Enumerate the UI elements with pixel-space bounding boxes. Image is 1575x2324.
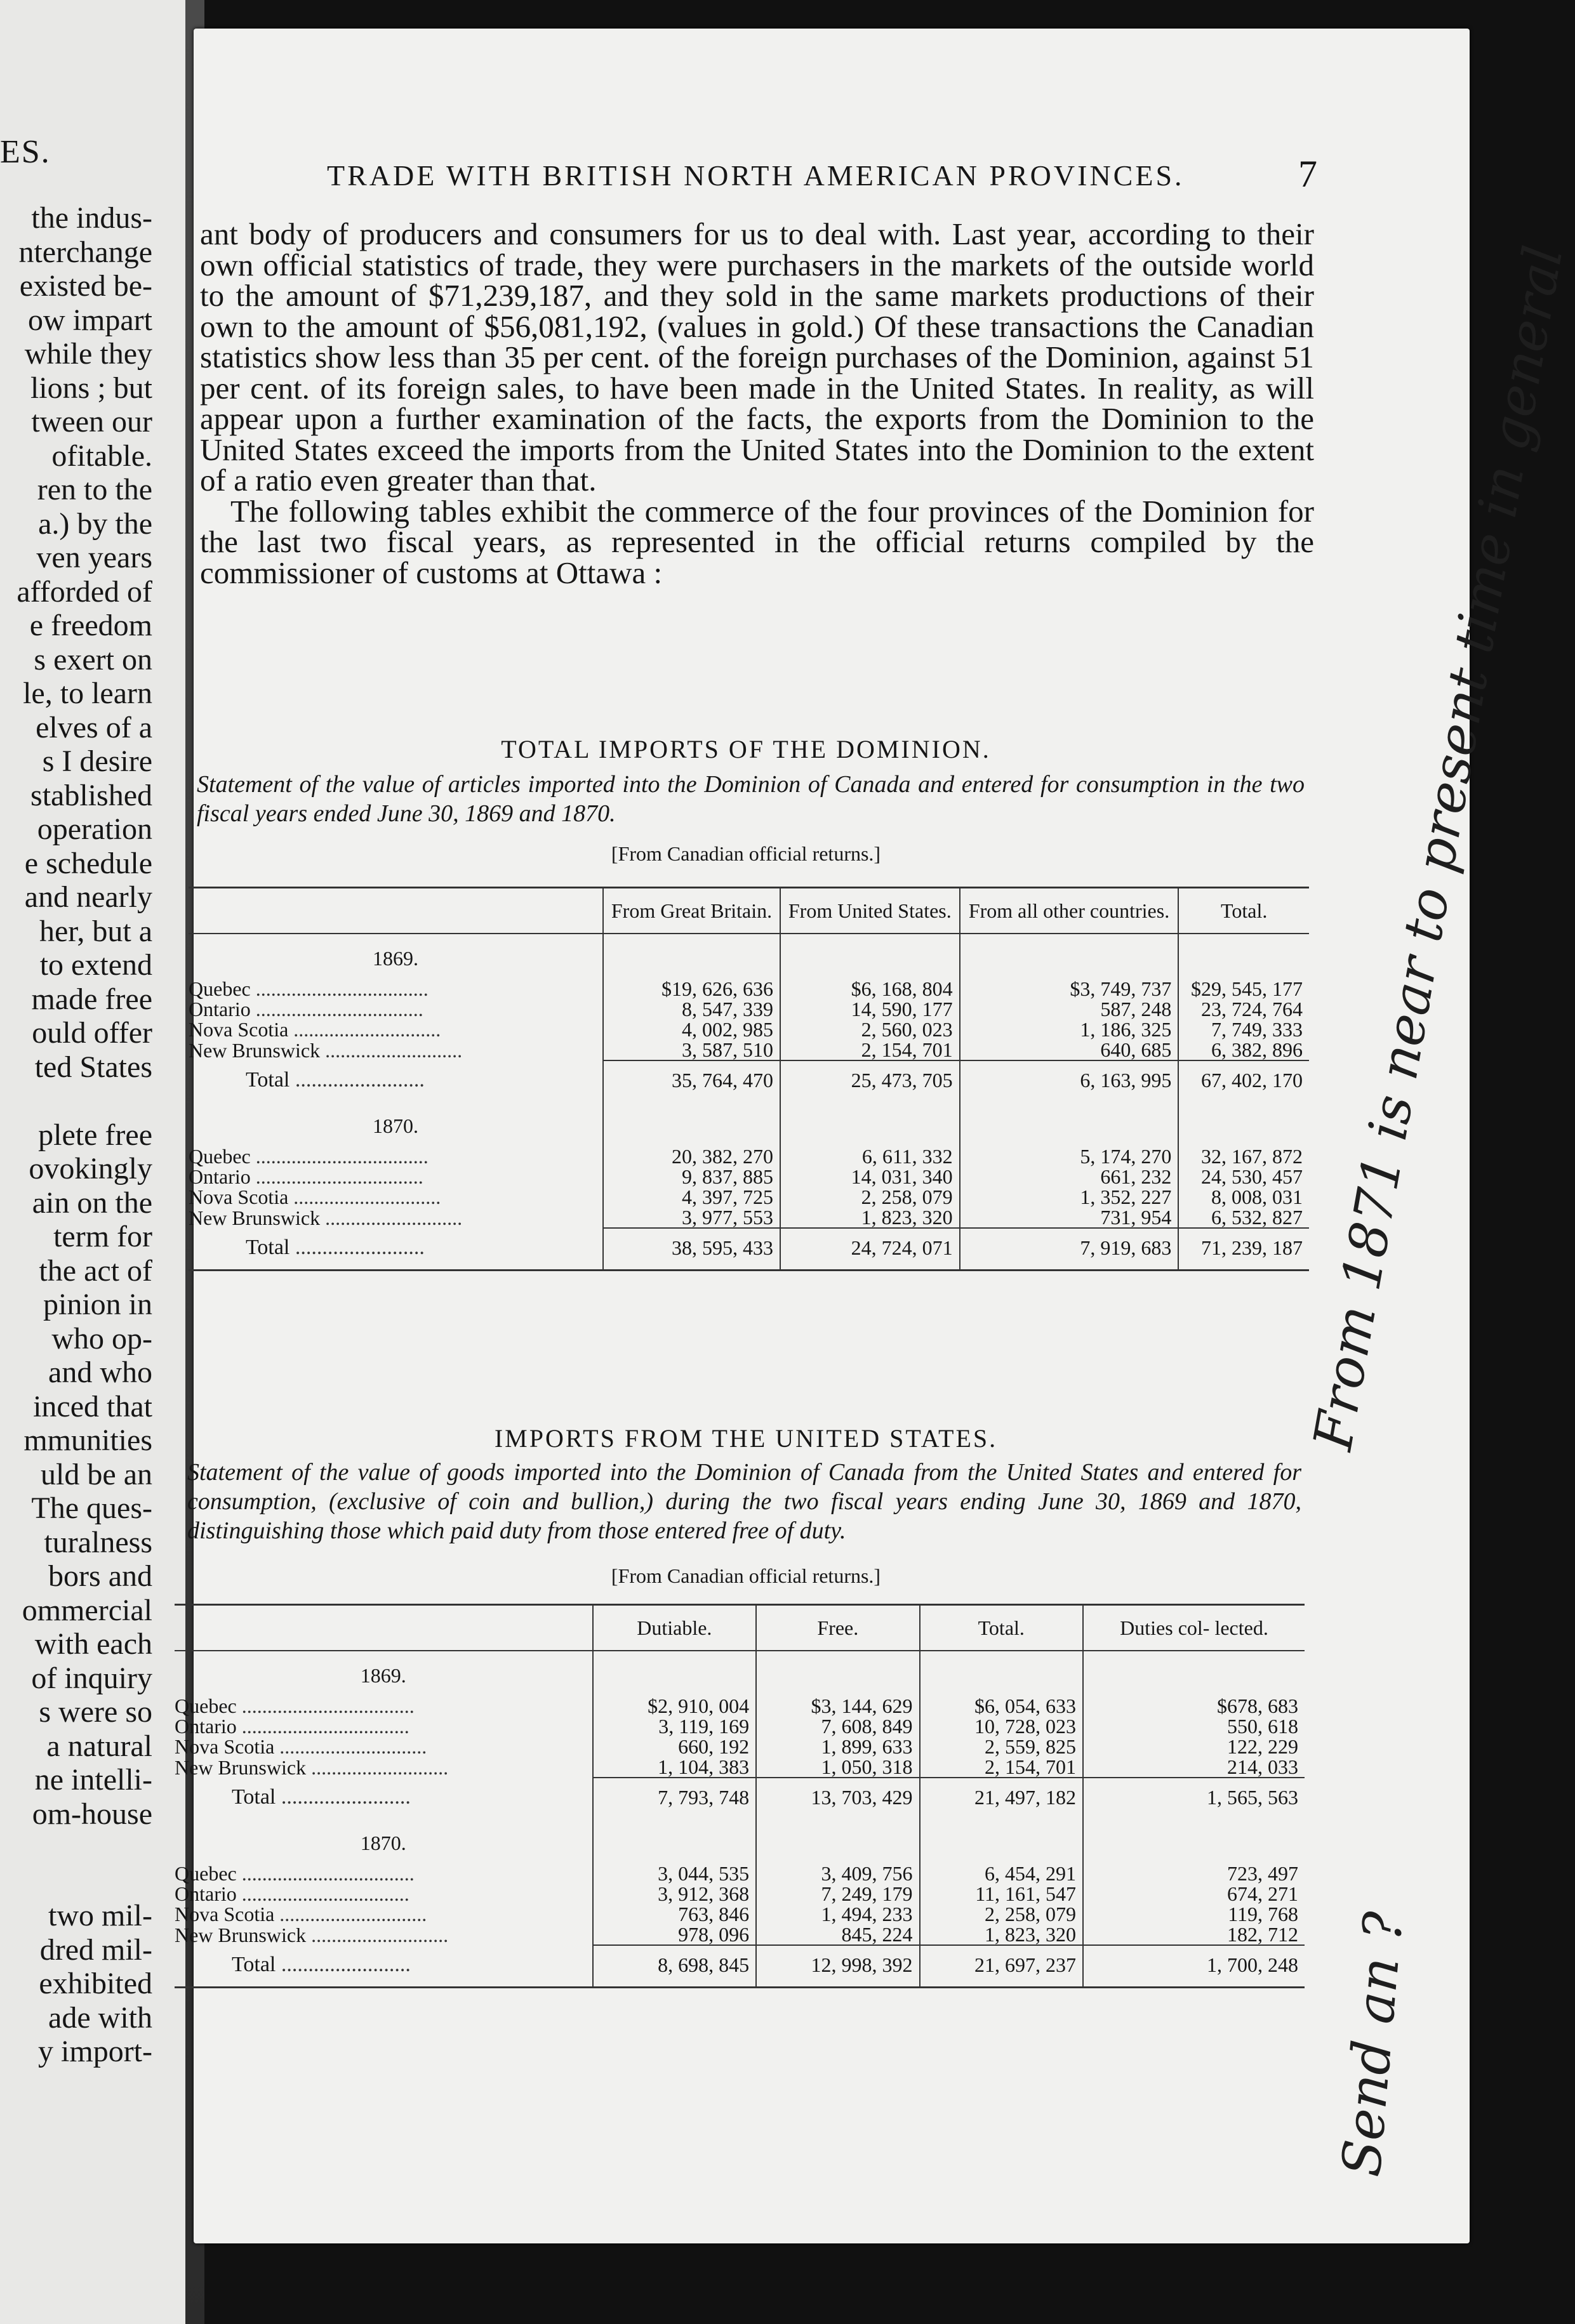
province-label: New Brunswick [175,1923,307,1946]
body-text [200,216,1314,590]
empty-cell [780,1102,960,1146]
value-cell: 182, 712 [1083,1924,1305,1945]
year-label: 1870. [373,1114,419,1137]
value-cell: 6, 454, 291 [920,1863,1083,1884]
table-row [175,1904,1305,1924]
province-label: Ontario [189,998,251,1020]
year-label: 1869. [360,1664,406,1687]
total-label: Total [246,1235,290,1259]
handwritten-margin-note-2: Send an ? [1330,1909,1416,2179]
table-row [189,1040,1309,1060]
year-label: 1869. [373,947,419,970]
empty-cell [1178,934,1309,979]
facing-page-line: ould offer [32,1016,152,1050]
value-cell: 640, 685 [960,1040,1179,1060]
facing-page-line: lions ; but [30,371,152,405]
table-row [175,1696,1305,1716]
table2-title: IMPORTS FROM THE UNITED STATES. [494,1424,998,1453]
leader-dots: .................................. [250,1145,429,1168]
total-cell: 13, 703, 429 [756,1778,919,1819]
value-cell: 674, 271 [1083,1884,1305,1904]
leader-dots: ........................... [320,1206,463,1229]
total-label: Total [246,1067,290,1092]
facing-page-line: dred mil- [39,1932,152,1967]
empty-cell [1178,1102,1309,1146]
facing-page-line: and who [48,1356,152,1389]
total-cell: 67, 402, 170 [1178,1060,1309,1102]
province-label: Nova Scotia [175,1903,275,1925]
value-cell: 9, 837, 885 [603,1166,780,1187]
facing-page-line: s were so [39,1695,152,1729]
value-cell: 20, 382, 270 [603,1146,780,1166]
province-label: Nova Scotia [175,1735,275,1758]
facing-page-line: ven years [36,541,152,574]
facing-page-line: made free [31,982,152,1016]
province-label: New Brunswick [189,1206,321,1229]
column-header: From United States. [780,888,960,934]
facing-page-line: e schedule [24,846,152,880]
value-cell: 6, 532, 827 [1178,1207,1309,1228]
value-cell: 23, 724, 764 [1178,999,1309,1019]
total-row [175,1945,1305,1988]
table-row [189,1166,1309,1187]
value-cell: 3, 977, 553 [603,1207,780,1228]
column-header: From all other countries. [960,888,1179,934]
province-label: Quebec [189,1145,251,1168]
table-row [189,1207,1309,1228]
leader-dots: ................................. [250,1165,423,1188]
facing-page-line: elves of a [36,710,152,744]
empty-cell [756,1651,919,1696]
total-cell: 21, 497, 182 [920,1778,1083,1819]
value-cell: 1, 104, 383 [593,1757,756,1778]
province-label: Ontario [189,1165,251,1188]
value-cell: 660, 192 [593,1736,756,1757]
total-cell: 21, 697, 237 [920,1945,1083,1988]
total-cell: 35, 764, 470 [603,1060,780,1102]
leader-dots: ................................. [236,1882,409,1905]
table-row [189,1187,1309,1207]
leader-dots: ............................. [288,1185,441,1208]
table-row [189,979,1309,999]
body-paragraph-2: The following tables exhibit the commerce of the four provinces of the Dominion for the last two fiscal years, as represented in the official returns compiled by the commissioner of customs at Ottawa : [200,493,1314,590]
row-label-header [175,1605,593,1651]
facing-page-line: e freedom [29,609,152,642]
column-header: Free. [756,1605,919,1651]
value-cell: 587, 248 [960,999,1179,1019]
facing-page-line: ow impart [28,303,152,337]
total-cell: 6, 163, 995 [960,1060,1179,1102]
value-cell: 3, 912, 368 [593,1884,756,1904]
value-cell: 8, 547, 339 [603,999,780,1019]
value-cell: 214, 033 [1083,1757,1305,1778]
value-cell: $6, 054, 633 [920,1696,1083,1716]
province-label: Quebec [175,1862,237,1885]
value-cell: 6, 382, 896 [1178,1040,1309,1060]
facing-page-line: ne intelli- [34,1763,152,1797]
total-cell: 8, 698, 845 [593,1945,756,1988]
facing-page-line: ted States [34,1050,152,1084]
body-paragraph-1: ant body of producers and consumers for us to deal with. Last year, according to their own official statistics of trade, they were purchasers in the markets of the outside world to the amount of $71,239,187, and they sold in the same markets productions of their own to the amount of $56,081,192, (values in gold.) Of these transactions the Canadian statistics show less than 35 per cent. of the foreign purchases of the Dominion, against 51 per cent. of its foreign sales, to have been made in the United States. In reality, as will appear upon a further examination of the facts, the exports from the Dominion to the United States exceed the imports from the United States into the Dominion to the extent of a ratio even greater than that. [200,216,1314,498]
value-cell: 11, 161, 547 [920,1884,1083,1904]
facing-page-line: ade with [48,2000,152,2035]
province-label: Nova Scotia [189,1018,289,1041]
empty-cell [920,1651,1083,1696]
province-label: New Brunswick [189,1038,321,1062]
value-cell: 5, 174, 270 [960,1146,1179,1166]
leader-dots: ............................. [288,1018,441,1041]
empty-cell [780,934,960,979]
table-row [189,1019,1309,1040]
value-cell: $2, 910, 004 [593,1696,756,1716]
empty-cell [960,934,1179,979]
facing-page-line: a.) by the [38,506,152,541]
column-header: Total. [920,1605,1083,1651]
value-cell: 3, 044, 535 [593,1863,756,1884]
province-label: Ontario [175,1882,237,1905]
total-row [189,1228,1309,1271]
facing-page-fragment [0,0,188,2324]
value-cell: 14, 590, 177 [780,999,960,1019]
row-label-header [189,888,603,934]
value-cell: 7, 608, 849 [756,1716,919,1736]
value-cell: 763, 846 [593,1904,756,1924]
value-cell: $19, 626, 636 [603,979,780,999]
leader-dots: ................................. [250,998,423,1020]
facing-page-line: a natural [46,1729,152,1763]
facing-page-line: and nearly [24,880,152,914]
leader-dots: .................................. [236,1862,415,1885]
empty-cell [920,1819,1083,1863]
value-cell: 2, 258, 079 [780,1187,960,1207]
facing-page-line: the act of [39,1253,152,1288]
facing-page-line: s I desire [42,744,152,778]
value-cell: 1, 823, 320 [920,1924,1083,1945]
total-label: Total [232,1952,276,1976]
leader-dots: ........................ [289,1067,425,1092]
table-row [175,1736,1305,1757]
total-cell: 1, 565, 563 [1083,1778,1305,1819]
leader-dots: ........................... [306,1755,449,1779]
facing-page-line: term for [53,1220,152,1253]
total-row [175,1778,1305,1819]
facing-page-line: ofitable. [51,439,152,473]
table-row [175,1884,1305,1904]
facing-page-line: le, to learn [23,677,152,710]
table-row [175,1716,1305,1736]
facing-page-line: the indus- [31,201,152,235]
total-cell: 25, 473, 705 [780,1060,960,1102]
facing-page-line: ovokingly [29,1152,152,1185]
table-row [189,999,1309,1019]
facing-page-line: uld be an [41,1457,152,1491]
table2-statement: Statement of the value of goods imported into the Dominion of Canada from the United States and entered for consumption, (exclusive of coin and bullion,) during the two fiscal years ending June 30, 1869 and 1870, distinguishing those which paid duty from those entered free of duty. [187,1459,1301,1544]
facing-page-line: inced that [33,1389,152,1423]
value-cell: 10, 728, 023 [920,1716,1083,1736]
facing-page-line: of inquiry [31,1661,152,1695]
facing-page-line: pinion in [43,1288,152,1321]
facing-page-line: with each [34,1627,152,1661]
total-cell: 24, 724, 071 [780,1228,960,1271]
value-cell: 7, 249, 179 [756,1884,919,1904]
facing-page-line: mmunities [23,1423,152,1457]
table2 [175,1604,1305,1988]
empty-cell [603,1102,780,1146]
facing-page-line: The ques- [31,1491,152,1525]
facing-page-line: exhibited [39,1967,152,2000]
facing-page-line: existed be- [19,269,152,303]
value-cell: 8, 008, 031 [1178,1187,1309,1207]
facing-page-line: her, but a [39,914,152,948]
value-cell: 4, 002, 985 [603,1019,780,1040]
value-cell: 6, 611, 332 [780,1146,960,1166]
facing-page-line: afforded of [17,574,152,609]
value-cell: 1, 186, 325 [960,1019,1179,1040]
leader-dots: ........................ [276,1952,411,1976]
value-cell: 4, 397, 725 [603,1187,780,1207]
empty-cell [960,1102,1179,1146]
facing-page-line: plete free [38,1118,152,1152]
value-cell: 731, 954 [960,1207,1179,1228]
value-cell: 122, 229 [1083,1736,1305,1757]
value-cell: $3, 144, 629 [756,1696,919,1716]
value-cell: $3, 749, 737 [960,979,1179,999]
value-cell: 3, 119, 169 [593,1716,756,1736]
value-cell: 723, 497 [1083,1863,1305,1884]
value-cell: 1, 050, 318 [756,1757,919,1778]
total-row [189,1060,1309,1102]
value-cell: 1, 899, 633 [756,1736,919,1757]
value-cell: 2, 258, 079 [920,1904,1083,1924]
leader-dots: ............................. [274,1735,427,1758]
facing-page-line: om-house [32,1797,152,1831]
facing-page-line: stablished [30,778,152,812]
province-label: Nova Scotia [189,1185,289,1208]
table-row [175,1924,1305,1945]
province-label: New Brunswick [175,1755,307,1779]
facing-page-line: s exert on [34,642,152,677]
empty-cell [603,934,780,979]
empty-cell [1083,1819,1305,1863]
value-cell: 2, 154, 701 [780,1040,960,1060]
value-cell: 119, 768 [1083,1904,1305,1924]
value-cell: 3, 587, 510 [603,1040,780,1060]
table1-source: [From Canadian official returns.] [611,842,881,865]
column-header: Dutiable. [593,1605,756,1651]
facing-page-line: who op- [51,1321,152,1356]
book-page [175,29,1575,2243]
value-cell: 1, 352, 227 [960,1187,1179,1207]
facing-page-line: operation [37,812,152,846]
leader-dots: ................................. [236,1715,409,1738]
value-cell: 3, 409, 756 [756,1863,919,1884]
table2-source: [From Canadian official returns.] [611,1564,881,1587]
total-cell: 12, 998, 392 [756,1945,919,1988]
value-cell: 978, 096 [593,1924,756,1945]
total-cell: 38, 595, 433 [603,1228,780,1271]
value-cell: $29, 545, 177 [1178,979,1309,999]
facing-page-line: ren to the [37,473,152,506]
table1-statement: Statement of the value of articles imported into the Dominion of Canada and entered for consumption in the two fiscal years ended June 30, 1869 and 1870. [197,771,1305,827]
value-cell: 14, 031, 340 [780,1166,960,1187]
value-cell: 2, 559, 825 [920,1736,1083,1757]
year-label: 1870. [360,1832,406,1854]
facing-page-line: nterchange [18,235,152,269]
total-cell: 71, 239, 187 [1178,1228,1309,1271]
value-cell: 7, 749, 333 [1178,1019,1309,1040]
leader-dots: .................................. [250,977,429,1000]
table-row [189,1146,1309,1166]
leader-dots: ........................ [276,1785,411,1809]
value-cell: 661, 232 [960,1166,1179,1187]
value-cell: 32, 167, 872 [1178,1146,1309,1166]
facing-page-line: while they [24,337,152,371]
value-cell: 845, 224 [756,1924,919,1945]
leader-dots: ........................... [306,1923,449,1946]
handwritten-margin-note: From 1871 is near to present time in general [1301,241,1575,1455]
value-cell: 1, 494, 233 [756,1904,919,1924]
leader-dots: ........................ [289,1235,425,1259]
value-cell: 2, 560, 023 [780,1019,960,1040]
facing-page-line: turalness [44,1525,152,1559]
value-cell: $6, 168, 804 [780,979,960,999]
leader-dots: .................................. [236,1694,415,1717]
column-header: Total. [1178,888,1309,934]
value-cell: 2, 154, 701 [920,1757,1083,1778]
facing-page-line: ommercial [22,1593,152,1627]
facing-page-line: tween our [31,405,152,439]
facing-page-line: two mil- [48,1899,152,1932]
value-cell: 550, 618 [1083,1716,1305,1736]
empty-cell [1083,1651,1305,1696]
facing-page-line: to extend [39,948,152,982]
province-label: Quebec [189,977,251,1000]
table-row [175,1757,1305,1778]
facing-page-header: ES. [0,134,51,170]
page-number: 7 [1298,153,1317,195]
running-title: TRADE WITH BRITISH NORTH AMERICAN PROVINCES. [327,159,1185,192]
province-label: Quebec [175,1694,237,1717]
value-cell: $678, 683 [1083,1696,1305,1716]
total-cell: 7, 919, 683 [960,1228,1179,1271]
facing-page-line: bors and [48,1559,152,1593]
table1-title: TOTAL IMPORTS OF THE DOMINION. [501,735,991,763]
leader-dots: ........................... [320,1038,463,1062]
empty-cell [593,1651,756,1696]
table-row [175,1863,1305,1884]
empty-cell [756,1819,919,1863]
province-label: Ontario [175,1715,237,1738]
total-label: Total [232,1785,276,1809]
total-cell: 1, 700, 248 [1083,1945,1305,1988]
leader-dots: ............................. [274,1903,427,1925]
column-header: From Great Britain. [603,888,780,934]
facing-page-line: y import- [38,2035,152,2068]
column-header: Duties col- lected. [1083,1605,1305,1651]
facing-page-line: ain on the [32,1185,152,1220]
value-cell: 24, 530, 457 [1178,1166,1309,1187]
table1 [189,887,1309,1271]
total-cell: 7, 793, 748 [593,1778,756,1819]
empty-cell [593,1819,756,1863]
value-cell: 1, 823, 320 [780,1207,960,1228]
